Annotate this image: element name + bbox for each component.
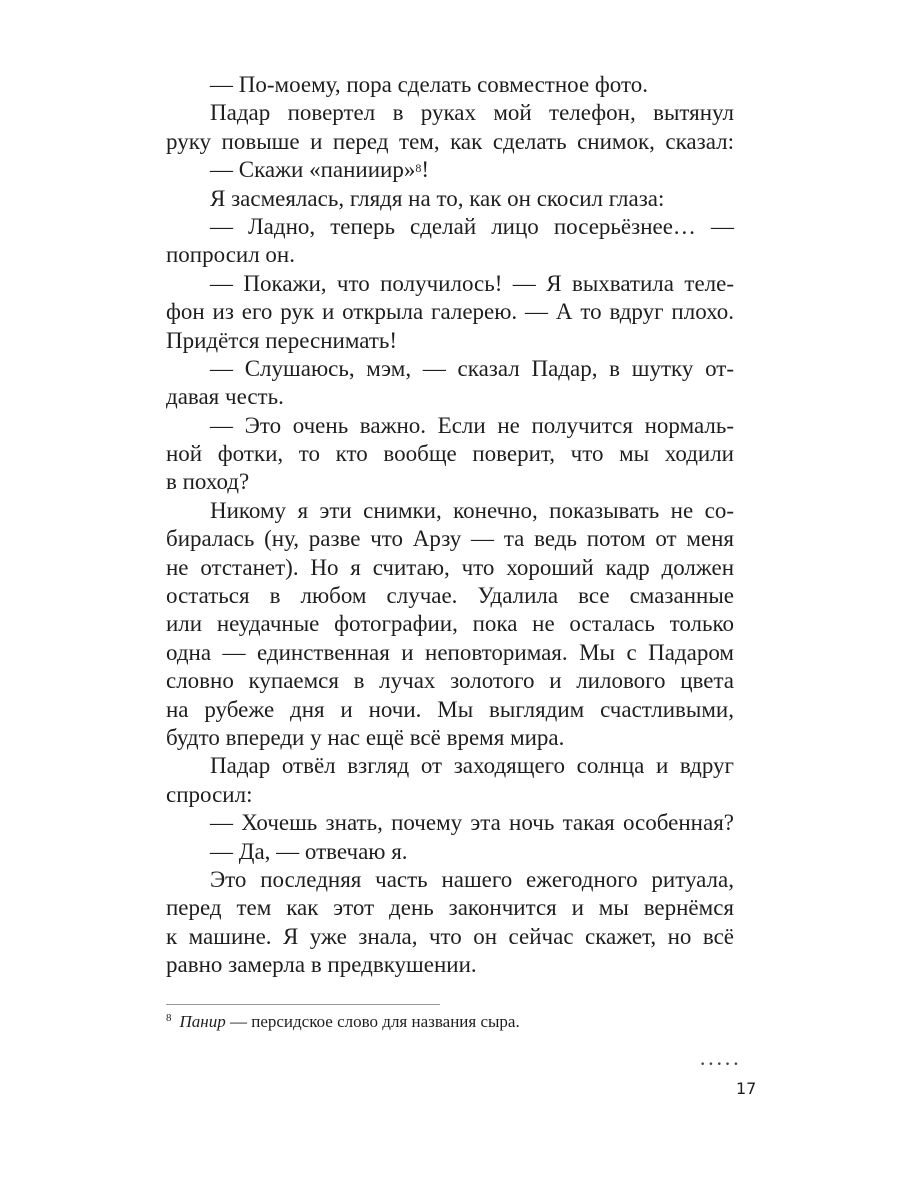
- text-line: [166, 71, 734, 99]
- text-line: [166, 270, 734, 298]
- line-text: руку повыше и перед тем, как сделать снимок, сказал:: [166, 128, 734, 154]
- line-text: остаться в любом случае. Удалила все смазанные: [166, 583, 734, 609]
- text-line: [166, 838, 734, 866]
- paragraph: [166, 156, 734, 184]
- page-ornament: •••••: [700, 1060, 742, 1070]
- paragraph: [166, 838, 734, 866]
- text-line: [166, 440, 734, 468]
- text-line: [166, 412, 734, 440]
- line-text: Придётся переснимать!: [166, 327, 398, 353]
- text-line: [166, 667, 734, 695]
- paragraph: [166, 71, 734, 99]
- line-text: Падар повертел в руках мой телефон, вытянул: [210, 100, 734, 126]
- paragraph: [166, 866, 734, 980]
- line-text: давая честь.: [166, 384, 284, 410]
- paragraph: [166, 497, 734, 753]
- paragraph: [166, 412, 734, 497]
- text-line: [166, 213, 734, 241]
- paragraph: [166, 752, 734, 809]
- paragraph: [166, 213, 734, 270]
- text-line: [166, 554, 734, 582]
- line-text: Я засмеялась, глядя на то, как он скосил глаза:: [210, 185, 665, 211]
- line-text: — Да, — отвечаю я.: [210, 838, 408, 864]
- line-text: — Скажи «панииир»: [210, 157, 416, 183]
- line-text: спросил:: [166, 781, 253, 807]
- line-text: — Ладно, теперь сделай лицо посерьёзнее… —: [210, 213, 734, 239]
- text-line: [166, 383, 734, 411]
- text-line: [166, 781, 734, 809]
- text-line: [166, 497, 734, 525]
- line-text: словно купаемся в лучах золотого и лилового цвета: [166, 668, 734, 694]
- text-line: [166, 241, 734, 269]
- footnote-number: 8: [166, 1012, 172, 1024]
- text-line: [166, 923, 734, 951]
- text-line: [166, 809, 734, 837]
- line-text: Падар отвёл взгляд от заходящего солнца и вдруг: [210, 753, 734, 779]
- text-line: [166, 866, 734, 894]
- text-line: [166, 610, 734, 638]
- text-line: [166, 327, 734, 355]
- line-text: или неудачные фотографии, пока не осталась только: [166, 611, 734, 637]
- line-text: не отстанет). Но я считаю, что хороший кадр должен: [166, 554, 734, 580]
- text-line: [166, 894, 734, 922]
- text-line: [166, 99, 734, 127]
- text-line: [166, 582, 734, 610]
- paragraph: [166, 185, 734, 213]
- line-text: !: [421, 157, 429, 183]
- footnote-reference[interactable]: 8: [415, 161, 422, 176]
- line-text: равно замерла в предвкушении.: [166, 952, 477, 978]
- line-text: биралась (ну, разве что Арзу — та ведь потом от меня: [166, 526, 734, 552]
- line-text: к машине. Я уже знала, что он сейчас скажет, но всё: [166, 923, 734, 949]
- text-line: [166, 298, 734, 326]
- text-line: [166, 639, 734, 667]
- page-number: 17: [736, 1079, 757, 1098]
- line-text: на рубеже дня и ночи. Мы выглядим счастливыми,: [166, 696, 734, 722]
- body-text: [166, 71, 734, 980]
- line-text: — Покажи, что получилось! — Я выхватила теле-: [210, 270, 734, 296]
- paragraph: [166, 270, 734, 355]
- line-text: — Это очень важно. Если не получится нормаль-: [210, 412, 734, 438]
- text-line: [166, 525, 734, 553]
- text-line: [166, 468, 734, 496]
- line-text: одна — единственная и неповторимая. Мы с Падаром: [166, 639, 734, 665]
- text-line: [166, 696, 734, 724]
- text-line: [166, 156, 734, 184]
- line-text: попросил он.: [166, 242, 295, 268]
- line-text: Это последняя часть нашего ежегодного ритуала,: [210, 866, 734, 892]
- line-text: — Слушаюсь, мэм, — сказал Падар, в шутку от-: [210, 355, 734, 381]
- text-line: [166, 128, 734, 156]
- text-line: [166, 724, 734, 752]
- paragraph: [166, 809, 734, 837]
- line-text: фон из его рук и открыла галерею. — А то вдруг плохо.: [166, 299, 734, 325]
- line-text: — Хочешь знать, почему эта ночь такая особенная?: [210, 810, 734, 836]
- text-line: [166, 752, 734, 780]
- paragraph: [166, 99, 734, 156]
- line-text: — По-моему, пора сделать совместное фото.: [210, 72, 648, 97]
- text-line: [166, 951, 734, 979]
- line-text: в поход?: [166, 469, 250, 495]
- paragraph: [166, 355, 734, 412]
- footnote-term: Панир: [179, 1012, 226, 1031]
- line-text: перед тем как этот день закончится и мы вернёмся: [166, 895, 734, 921]
- text-line: [166, 185, 734, 213]
- line-text: ной фотки, то кто вообще поверит, что мы ходили: [166, 441, 734, 467]
- line-text: будто впереди у нас ещё всё время мира.: [166, 724, 565, 750]
- footnote: [166, 1012, 520, 1032]
- text-line: [166, 355, 734, 383]
- footnote-divider: [166, 1004, 440, 1005]
- footnote-text: — персидское слово для названия сыра.: [225, 1012, 520, 1031]
- line-text: Никому я эти снимки, конечно, показывать не со-: [210, 497, 734, 523]
